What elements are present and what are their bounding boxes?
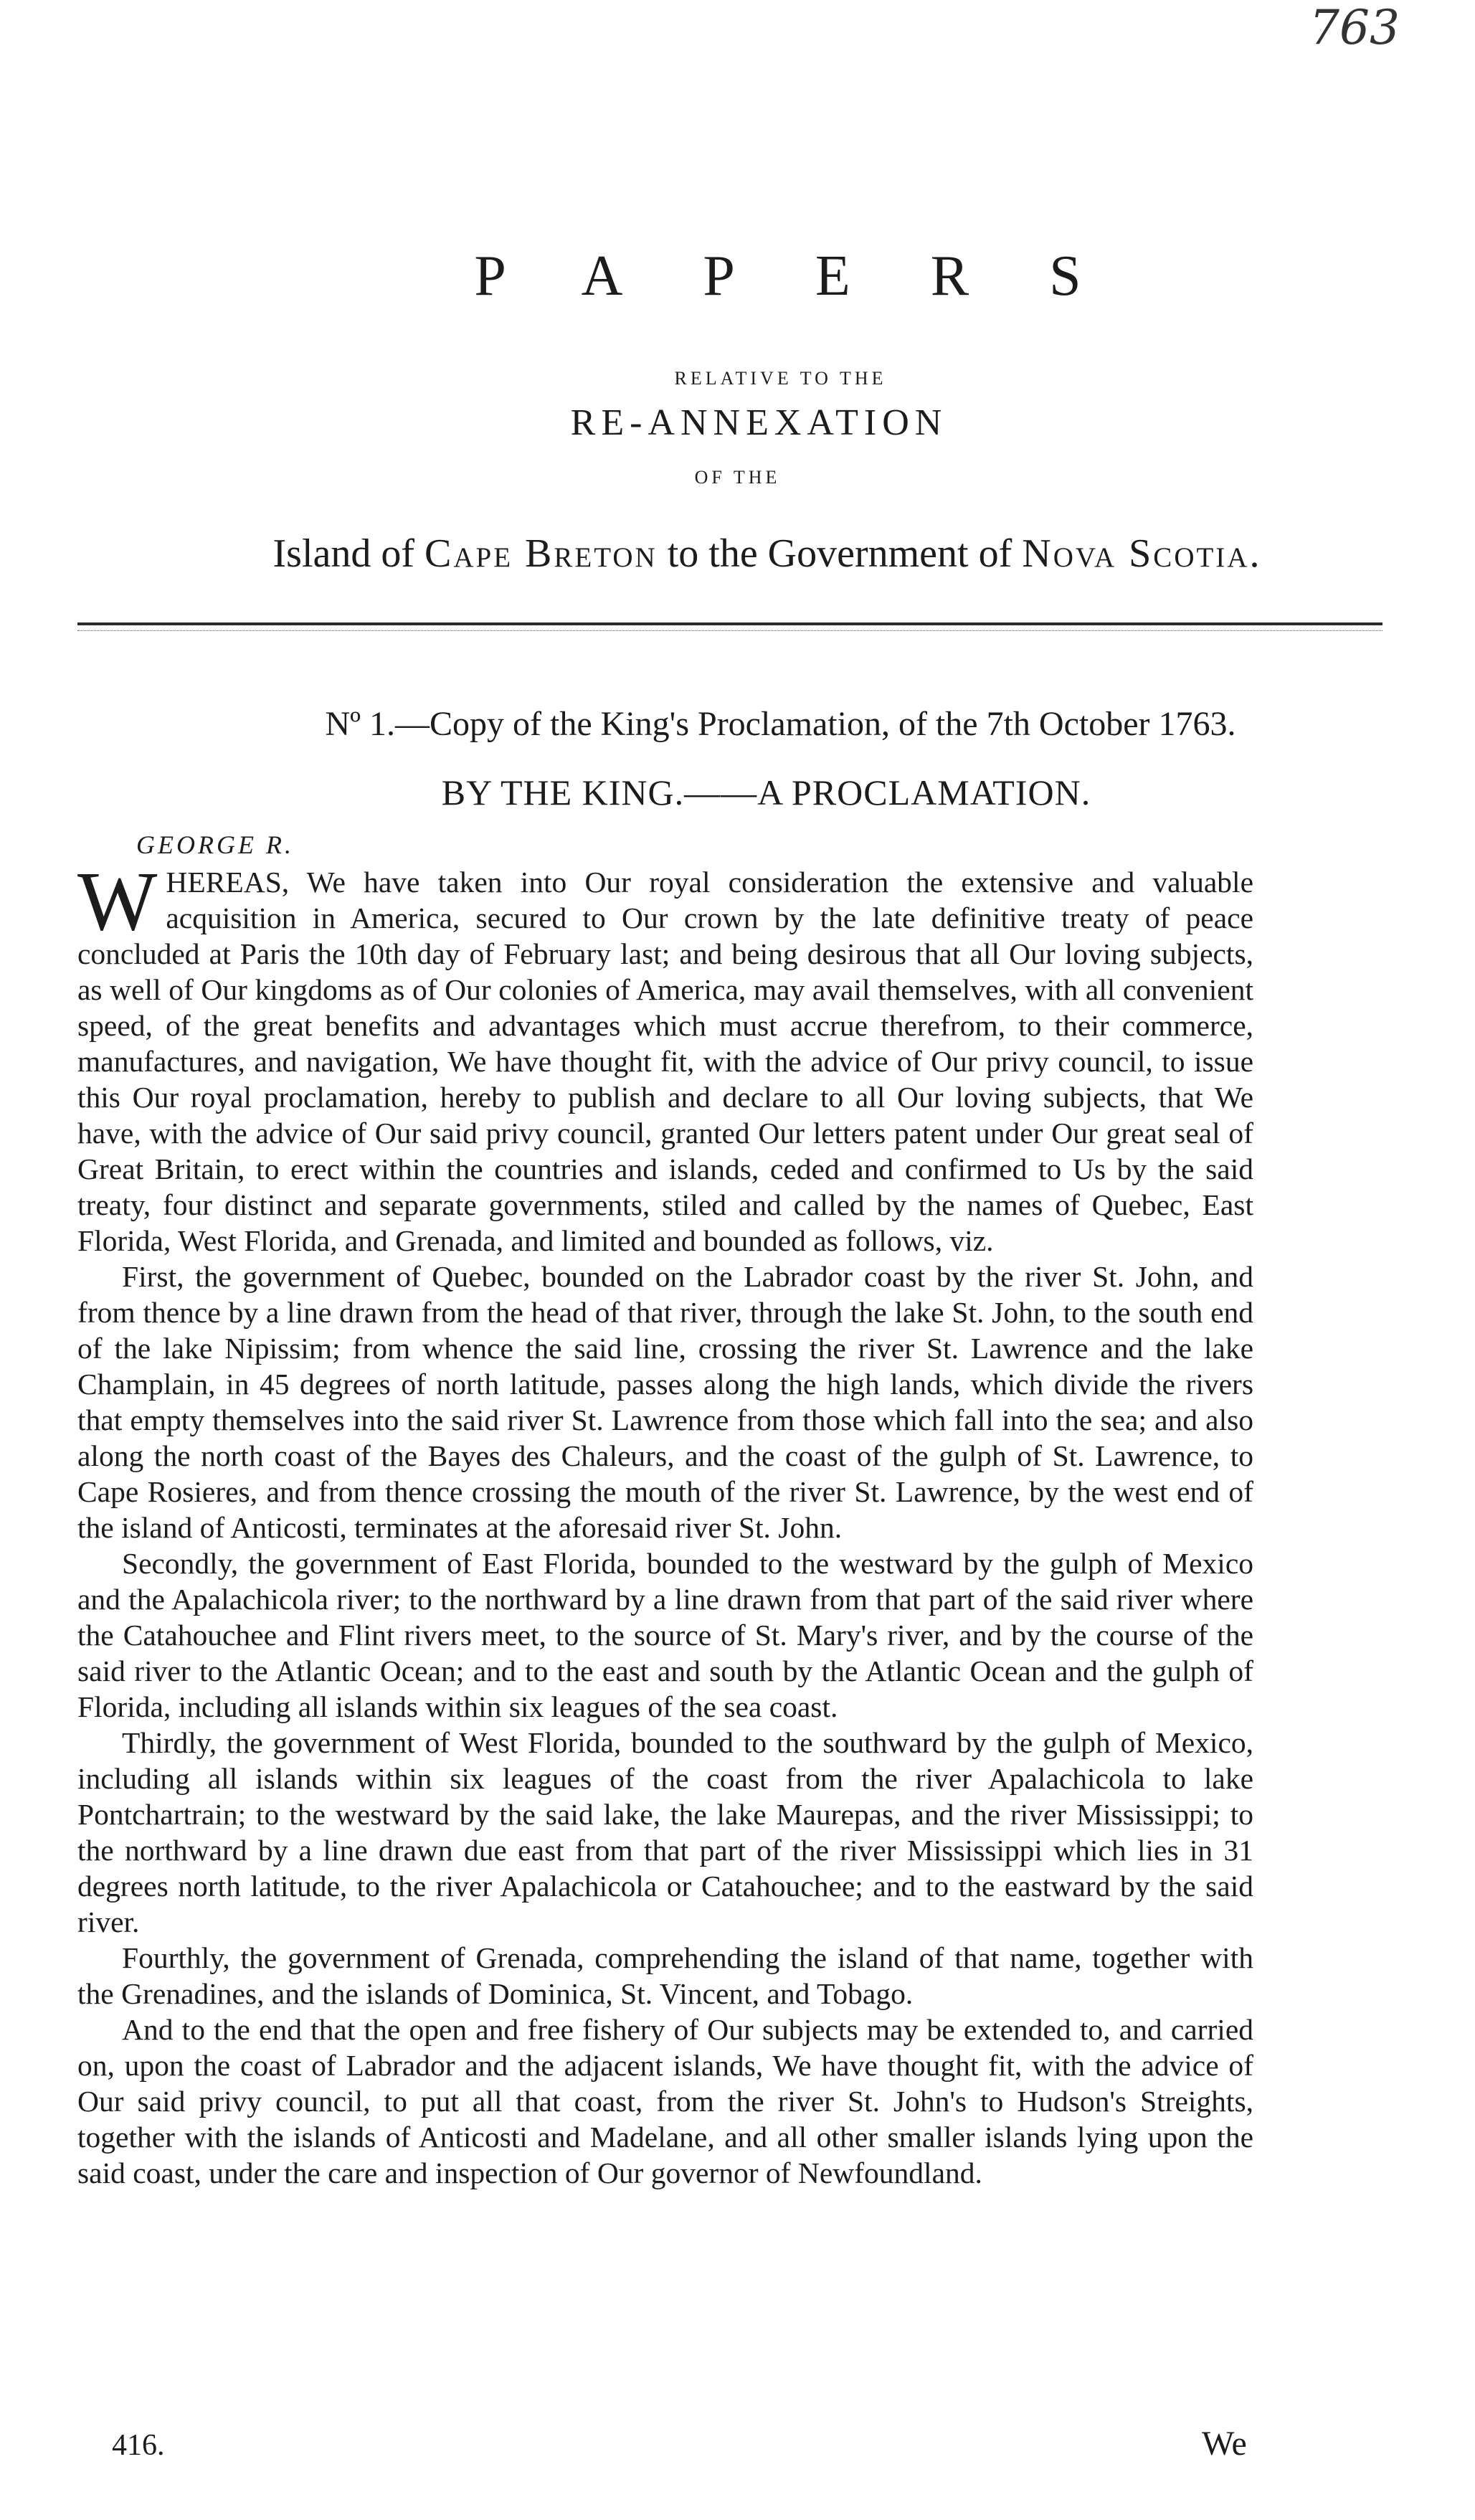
catchword: We [1202,2425,1247,2463]
paragraph-whereas [77,854,1253,1259]
paragraph-quebec: First, the government of Quebec, bounded on the Labrador coast by the river St. John, and from thence by a line drawn from the head of that river, through the lake St. John, to the south end of the lake Nipissim; from whence the said line, crossing the river St. Lawrence and the lake Champlain, in 45 degrees of north latitude, passes along the high lands, which divide the rivers that empty themselves into the said river St. Lawrence from those which fall into the sea; and also along the north coast of the Bayes des Chaleurs, and the coast of the gulph of St. Lawrence, to Cape Rosieres, and from thence crossing the mouth of the river St. Lawrence, by the west end of the island of Anticosti, terminates at the aforesaid river St. John. [77,1260,1253,1544]
title-papers: PAPERS [474,245,1162,308]
paragraph-fishery: And to the end that the open and free fishery of Our subjects may be extended to, and carried on, upon the coast of Labrador and the adjacent islands, We have thought fit, with the advice of Our said privy council, to put all that coast, from the river St. John's to Hudson's Streights, together with the islands of Anticosti and Madelane, and all other smaller islands lying upon the said coast, under the care and inspection of Our governor of Newfoundland. [77,2013,1253,2189]
royal-signature: GEORGE R. [136,830,294,859]
dropcap-letter: W [77,854,158,948]
paragraph-text: HEREAS, We have taken into Our royal consideration the extensive and valuable acquisition in America, secured to Our crown by the late definitive treaty of peace concluded at Paris the 10th day of February last; and being desirous that all Our loving subjects, as well of Our kingdoms as of Our colonies of America, may avail themselves, with all convenient speed, of the great benefits and advantages which must accrue therefrom, to their commerce, manufactures, and navigation, We have thought fit, with the advice of Our privy council, to issue this Our royal proclamation, hereby to publish and declare to all Our loving subjects, that We have, with the advice of Our said privy council, granted Our letters patent under Our great seal of Great Britain, to erect within the countries and islands, ceded and confirmed to Us by the said treaty, four distinct and separate governments, stiled and called by the names of Quebec, East Florida, West Florida, and Grenada, and limited and bounded as follows, viz. [77,866,1253,1257]
proclamation-heading: BY THE KING.——A PROCLAMATION. [441,772,1091,813]
title-nova-scotia: Nova Scotia [1022,531,1250,576]
proclamation-body [77,854,1253,2191]
document-number-heading: Nº 1.—Copy of the King's Proclamation, of the 7th October 1763. [325,705,1236,743]
title-reannexation: RE-ANNEXATION [570,402,948,443]
title-island-part1: Island of [272,531,425,576]
title-island-part2: to the Government of [657,531,1023,576]
title-rule [77,622,1382,631]
title-relative: RELATIVE TO THE [674,368,887,389]
title-cape-breton: Cape Breton [425,531,658,576]
paragraph-grenada: Fourthly, the government of Grenada, comprehending the island of that name, together with the Grenadines, and the islands of Dominica, St. Vincent, and Tobago. [77,1941,1253,2010]
paragraph-east-florida: Secondly, the government of East Florida, bounded to the westward by the gulph of Mexico and the Apalachicola river; to the northward by a line drawn from that part of the said river where the Catahouchee and Flint rivers meet, to the source of St. Mary's river, and by the course of the said river to the Atlantic Ocean; and to the east and south by the Atlantic Ocean and the gulph of Florida, including all islands within six leagues of the sea coast. [77,1547,1253,1723]
folio-number: 763 [1309,0,1400,55]
title-island-end: . [1249,531,1260,576]
title-island-line [0,531,1475,577]
signature-mark: 416. [112,2429,165,2462]
title-of-the: OF THE [694,467,781,488]
paragraph-west-florida: Thirdly, the government of West Florida, bounded to the southward by the gulph of Mexico, including all islands within six leagues of the coast from the river Apalachicola to lake Pontchartrain; to the westward by the said lake, the lake Maurepas, and the river Mississippi; to the northward by a line drawn due east from that part of the river Mississippi which lies in 31 degrees north latitude, to the river Apalachicola or Catahouchee; and to the eastward by the said river. [77,1726,1253,1938]
